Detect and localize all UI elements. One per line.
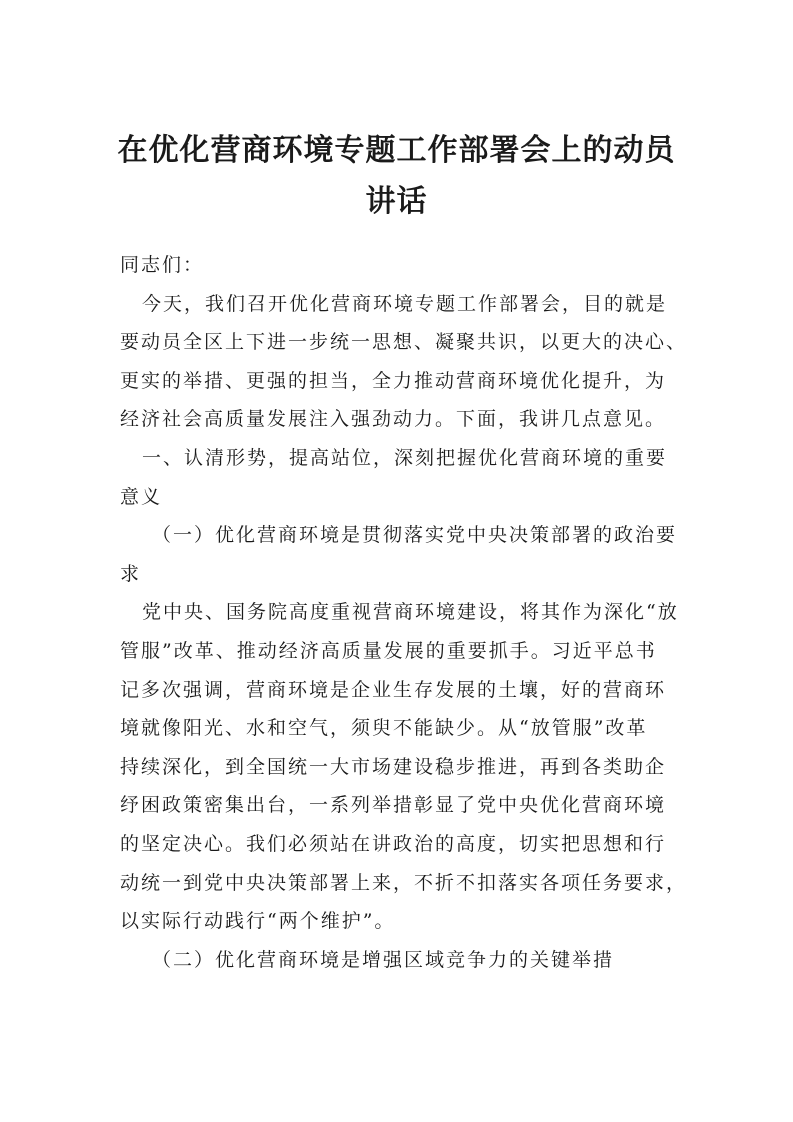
paragraph-line: 以实际行动践行“两个维护”。 [120, 910, 396, 933]
paragraph-line: 纾困政策密集出台，一系列举措彰显了党中央优化营商环境 [120, 794, 667, 817]
subsection-heading-line: （一）优化营商环境是贯彻落实党中央决策部署的政治要 [152, 524, 678, 547]
paragraph-line: 记多次强调，营商环境是企业生存发展的土壤，好的营商环 [120, 678, 667, 701]
section-heading-line: 一、认清形势，提高站位，深刻把握优化营商环境的重要 [142, 446, 668, 469]
document-title-line-1: 在优化营商环境专题工作部署会上的动员 [117, 133, 676, 168]
subsection-heading-line: （二）优化营商环境是增强区域竞争力的关键举措 [152, 948, 615, 971]
paragraph-line: 的坚定决心。我们必须站在讲政治的高度，切实把思想和行 [120, 832, 667, 855]
paragraph-line: 持续深化，到全国统一大市场建设稳步推进，再到各类助企 [120, 755, 667, 778]
salutation: 同志们： [120, 254, 205, 276]
paragraph-line: 党中央、国务院高度重视营商环境建设，将其作为深化“放 [142, 601, 679, 624]
document-body [120, 246, 688, 979]
paragraph-line: 境就像阳光、水和空气，须臾不能缺少。从“放管服”改革 [120, 717, 648, 740]
section-heading-line: 意义 [120, 485, 163, 508]
subsection-heading-line: 求 [120, 562, 142, 585]
paragraph-line: 管服”改革、推动经济高质量发展的重要抓手。习近平总书 [120, 639, 657, 662]
paragraph-line: 今天，我们召开优化营商环境专题工作部署会，目的就是 [142, 292, 668, 315]
paragraph-line: 经济社会高质量发展注入强劲动力。下面，我讲几点意见。 [120, 408, 667, 431]
paragraph-line: 动统一到党中央决策部署上来，不折不扣落实各项任务要求， [120, 871, 688, 894]
document-title-line-2: 讲话 [365, 184, 428, 219]
paragraph-line: 更实的举措、更强的担当，全力推动营商环境优化提升，为 [120, 369, 667, 392]
paragraph-line: 要动员全区上下进一步统一思想、凝聚共识，以更大的决心、 [120, 331, 688, 354]
